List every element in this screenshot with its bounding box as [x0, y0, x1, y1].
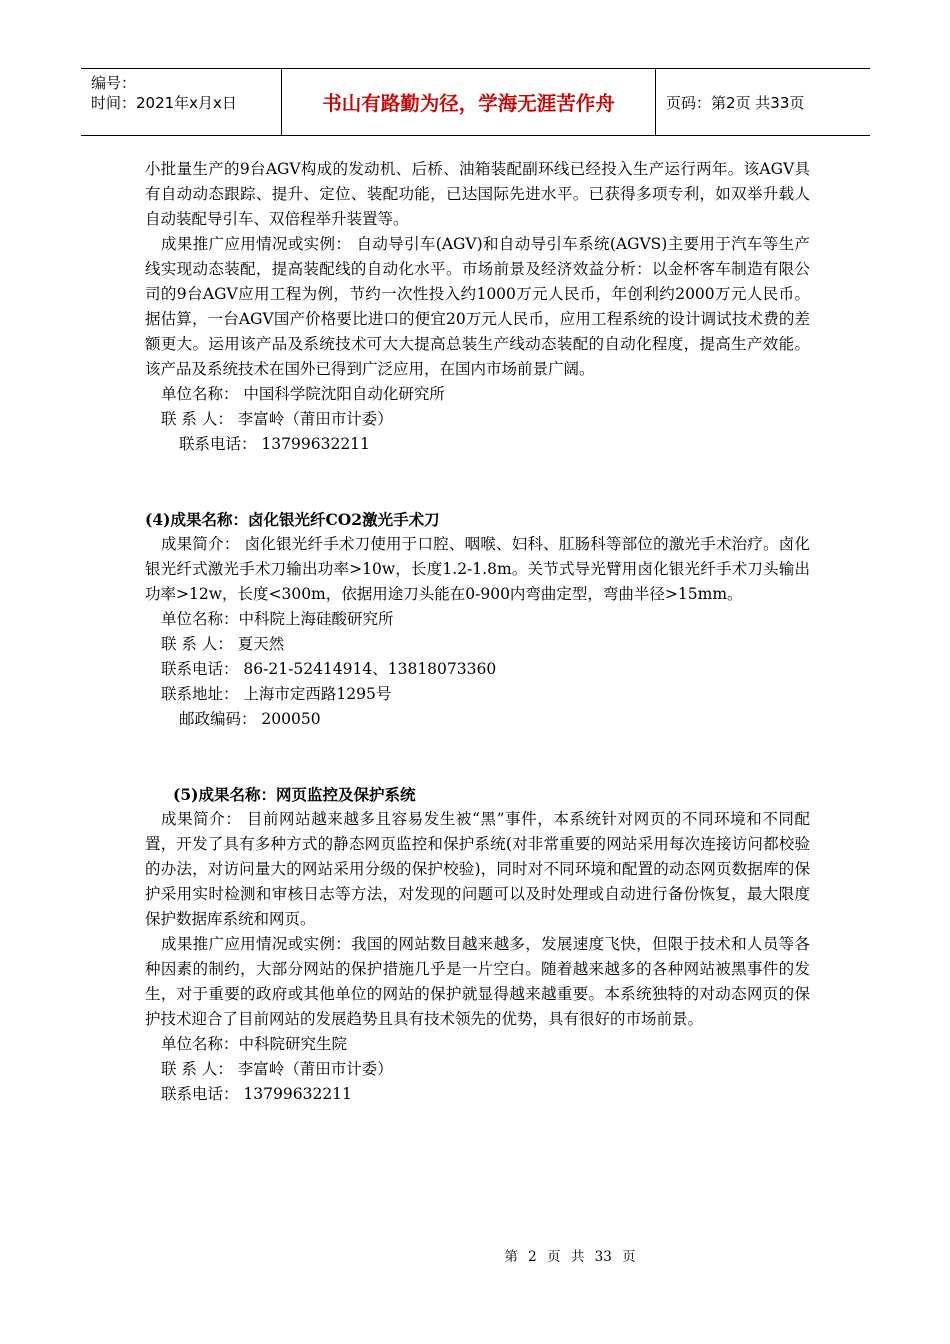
header-motto: 书山有路勤为径，学海无涯苦作舟	[322, 92, 615, 115]
section3-unit: 单位名称： 中国科学院沈阳自动化研究所	[161, 385, 445, 403]
document-body	[145, 157, 810, 1107]
section5-phone: 联系电话： 13799632211	[161, 1085, 352, 1103]
section3-paragraph-1: 小批量生产的9台AGV构成的发动机、后桥、油箱装配副环线已经投入生产运行两年。该AGV具有自动动态跟踪、提升、定位、装配功能，已达国际先进水平。已获得多项专利，如双举升载人自动装配导引车、双倍程举升装置等。	[145, 160, 810, 228]
section4-postcode: 邮政编码： 200050	[179, 710, 321, 728]
document-time-label: 时间：2021年x月x日	[91, 94, 237, 112]
section3-contact: 联 系 人： 李富岭（莆田市计委）	[161, 410, 393, 428]
section5-unit: 单位名称：中科院研究生院	[161, 1035, 348, 1053]
section4-title: (4)成果名称：卤化银光纤CO2激光手术刀	[145, 510, 440, 529]
section4-contact: 联 系 人： 夏天然	[161, 635, 285, 653]
spacer	[145, 732, 810, 757]
header-page-label: 页码：第2页 共33页	[666, 93, 805, 112]
section5-paragraph-2: 成果推广应用情况或实例：我国的网站数目越来越多，发展速度飞快，但限于技术和人员等各种因素的制约，大部分网站的保护措施几乎是一片空白。随着越来越多的各种网站被黑事件的发生，对于重要的政府或其他单位的网站的保护就显得越来越重要。本系统独特的对动态网页的保护技术迎合了目前网站的发展趋势且具有技术领先的优势，具有很好的市场前景。	[145, 935, 810, 1028]
section3-phone: 联系电话： 13799632211	[179, 435, 370, 453]
document-header	[81, 68, 870, 136]
section5-title: (5)成果名称：网页监控及保护系统	[173, 785, 416, 804]
spacer	[145, 457, 810, 482]
section5-paragraph-1: 成果简介： 目前网站越来越多且容易发生被“黑”事件，本系统针对网页的不同环境和不同配置，开发了具有多种方式的静态网页监控和保护系统(对非常重要的网站采用每次连接访问都校验的办法，对访问量大的网站采用分级的保护校验)，同时对不同环境和配置的动态网页数据库的保护采用实时检测和审核日志等方法，对发现的问题可以及时处理或自动进行备份恢复，最大限度保护数据库系统和网页。	[145, 810, 810, 928]
section4-unit: 单位名称：中科院上海硅酸研究所	[161, 610, 394, 628]
section4-phone: 联系电话： 86-21-52414914、13818073360	[161, 660, 497, 678]
page-footer: 第 2 页 共 33 页	[504, 1249, 636, 1265]
header-motto-cell	[282, 69, 656, 135]
section4-paragraph-1: 成果简介： 卤化银光纤手术刀使用于口腔、咽喉、妇科、肛肠科等部位的激光手术治疗。卤化银光纤式激光手术刀输出功率>10w，长度1.2-1.8m。关节式导光臂用卤化银光纤手术刀头输出功率>12w，长度<300m，依据用途刀头能在0-900内弯曲定型，弯曲半径>15mm。	[145, 535, 810, 603]
section5-contact: 联 系 人： 李富岭（莆田市计委）	[161, 1060, 393, 1078]
header-meta-cell	[81, 69, 282, 135]
spacer	[145, 757, 810, 782]
section4-address: 联系地址： 上海市定西路1295号	[161, 685, 392, 703]
section3-paragraph-2: 成果推广应用情况或实例： 自动导引车(AGV)和自动导引车系统(AGVS)主要用于汽车等生产线实现动态装配，提高装配线的自动化水平。市场前景及经济效益分析：以金杯客车制造有限公司的9台AGV应用工程为例，节约一次性投入约1000万元人民币，年创利约2000万元人民币。据估算，一台AGV国产价格要比进口的便宜20万元人民币，应用工程系统的设计调试技术费的差额更大。运用该产品及系统技术可大大提高总装生产线动态装配的自动化程度，提高生产效能。该产品及系统技术在国外已得到广泛应用，在国内市场前景广阔。	[145, 235, 810, 378]
header-page-cell	[656, 69, 870, 135]
document-number-label: 编号：	[91, 74, 137, 92]
spacer	[145, 482, 810, 507]
